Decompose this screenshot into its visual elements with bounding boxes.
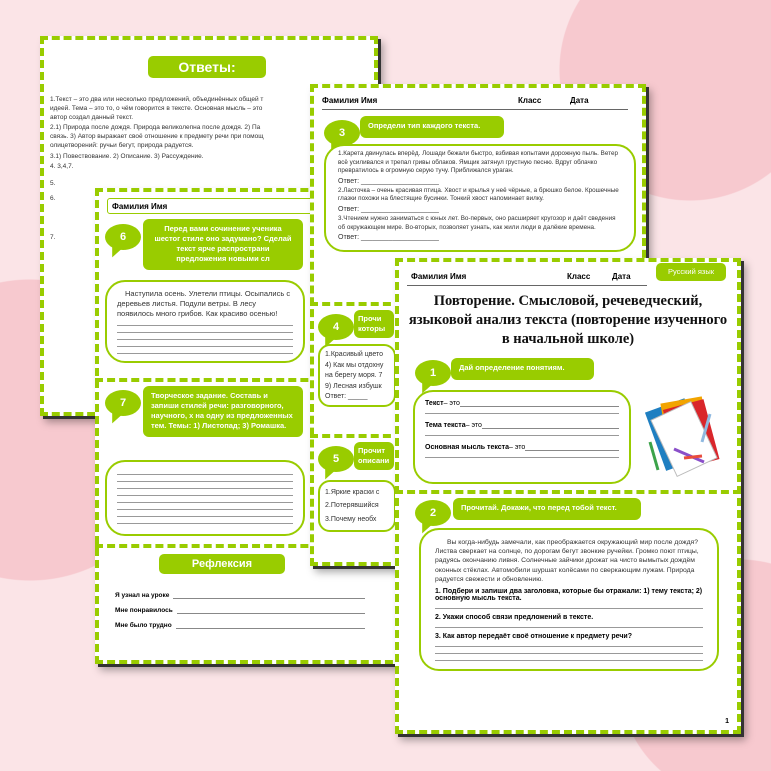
task-4-number: 4 <box>318 314 354 340</box>
task-1-number: 1 <box>415 360 451 386</box>
task-2-number: 2 <box>415 500 451 526</box>
writing-box <box>105 460 305 536</box>
task-6-number: 6 <box>105 224 141 250</box>
task-1-prompt: Дай определение понятиям. <box>451 358 594 380</box>
subject-badge: Русский язык <box>656 263 726 281</box>
definitions-box: Текст – это Тема текста – это Основная мысль текста – это <box>413 390 631 484</box>
task-4-box: 1.Красивый цвето 4) Как мы отдохну на берегу моря. 7 9) Лесная избушк Ответ: _____ <box>318 344 396 407</box>
task-5-box: 1.Яркие краски с 2.Потерявшийся 3.Почему необх <box>318 480 396 532</box>
texts-box: 1.Карета двинулась вперёд. Лошади бежали быстро, взбивая копытами дорожную пыль. Ветер всё усиливался и трепал гривы облаков. Ямщик затянул грустную песню. Вдруг облачко превратилось в огромную серую тучу. Приближался ураган. Ответ: ____________________ 2.Ласточка – очень красивая птица. Хвост и крылья у неё чёрные, а брюшко белое. Крошечные глазки похожи на блестящие бусинки. Тонкий хвост напоминает вилку. Ответ: ____________________ 3.Чтением нужно заниматься с юных лет. Во-первых, оно расширяет кругозор и даёт сведения об окружающем мире. Во-вторых, позволяет узнать, как жили люди в далёкие времена. Ответ: ____________________ <box>324 144 636 252</box>
page-title: Повторение. Смысловой, речеведческий, языковой анализ текста (повторение изученного в начальной школе) <box>408 293 728 347</box>
task-7-number: 7 <box>105 390 141 416</box>
reflexion-lines: Я узнал на уроке Мне понравилось Мне было трудно <box>115 592 365 629</box>
answers-title: Ответы: <box>148 56 266 78</box>
answers-list: 1.Текст – это два или несколько предложений, объединённых общей т идеей. Тема – это то, о чём говорится в тексте. Основная мысль – это автор создал данный текст. 2.1) Природа после дождя. Природа великолепна после дождя. 2) Па связь. 3) Автор выражает своё отношение к предмету речи при помощ олицетворений: ручьи бегут, природа радуется. 3.1) Повествование. 2) Описание. 3) Рассуждение. 4. 3,4,7. 5. 6. 7. <box>50 96 264 241</box>
page-header: Фамилия Имя <box>107 198 387 214</box>
page-number: 1 <box>725 718 729 725</box>
worksheet-page-main <box>395 258 741 734</box>
reflexion-title: Рефлексия <box>159 554 285 574</box>
task-3-number: 3 <box>324 120 360 146</box>
task-7-prompt: Творческое задание. Составь и запиши стилей речи: разговорного, научного, х на одну из предложенных тем. Темы: 1) Листопад; 3) Ромашка. <box>143 386 303 437</box>
task-2-prompt: Прочитай. Докажи, что перед тобой текст. <box>453 498 641 520</box>
task-3-prompt: Определи тип каждого текста. <box>360 116 504 138</box>
task-5-prompt: Прочит описани <box>354 442 394 470</box>
notebooks-illustration <box>644 394 724 478</box>
task-4-prompt: Прочи которы <box>354 310 394 338</box>
task-6-prompt: Перед вами сочинение ученика шестог стиле оно задумано? Сделай текст ярче распространи предложения новыми сл <box>143 219 303 270</box>
task-5-number: 5 <box>318 446 354 472</box>
page-header: Фамилия Имя Класс Дата <box>407 272 647 286</box>
passage-box: Вы когда-нибудь замечали, как преображается окружающий мир после дождя? Листва сверкает на солнце, по дорогам бегут звонкие ручейки. Громко поют птицы, радуясь окончанию ливня. Солнечные зайчики дрожат на чисто вымытых дождём оконных стёклах. Автомобили шуршат колёсами по сверкающим лужам. Природа радуется свежести и обновлению. 1. Подбери и запиши два заголовка, которые бы отражали: 1) тему текста; 2) основную мысль текста. 2. Укажи способ связи предложений в тексте. 3. Как автор передаёт своё отношение к предмету речи? <box>419 528 719 671</box>
essay-box: Наступила осень. Улетели птицы. Осыпались с деревьев листья. Подули ветры. В лесу появилось много грибов. Как красиво осенью! <box>105 280 305 363</box>
page-header: Фамилия Имя Класс Дата <box>322 96 628 110</box>
